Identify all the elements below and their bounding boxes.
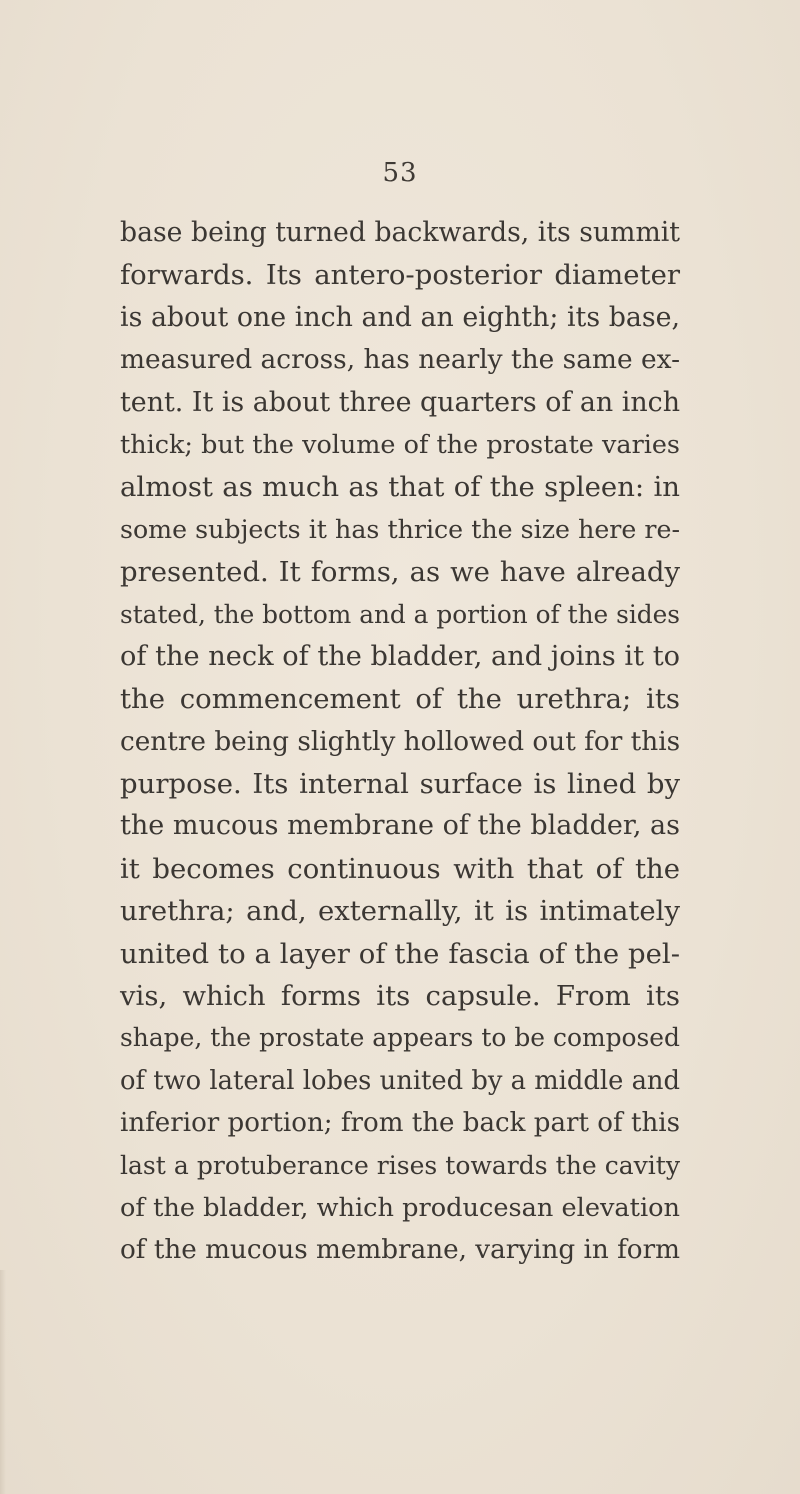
page-number: 53 [382,158,418,188]
text-line: the commencement of the urethra; its [120,683,680,716]
text-line: of two lateral lobes united by a middle and [120,1065,680,1096]
body-text [120,212,680,1272]
text-line: thick; but the volume of the prostate varies [120,429,680,460]
text-line: the mucous membrane of the bladder, as [120,810,680,842]
text-line: is about one inch and an eighth; its base, [120,301,680,333]
text-line: centre being slightly hollowed out for this [120,726,681,757]
text-line: measured across, has nearly the same ex- [120,344,680,376]
text-line: of the mucous membrane, varying in form [120,1235,680,1266]
text-line: of the bladder, which producesan elevation [120,1192,680,1223]
text-line: vis, which forms its capsule. From its [120,980,680,1013]
text-line: some subjects it has thrice the size here re- [120,514,680,544]
text-line: shape, the prostate appears to be composed [120,1023,680,1053]
text-line: tent. It is about three quarters of an inch [120,386,680,418]
text-line: it becomes continuous with that of the [120,852,680,885]
text-line: base being turned backwards, its summit [120,217,680,248]
text-line: united to a layer of the fascia of the pel- [120,937,680,970]
text-line: almost as much as that of the spleen: in [120,471,680,504]
text-line: presented. It forms, as we have already [120,556,680,589]
text-line: urethra; and, externally, it is intimately [120,895,680,928]
text-line: stated, the bottom and a portion of the sides [120,599,680,629]
text-line: of the neck of the bladder, and joins it to [120,640,680,672]
text-line: purpose. Its internal surface is lined by [120,768,680,801]
page-edge-shadow [0,1270,6,1494]
text-line: forwards. Its antero-posterior diameter [120,259,680,292]
text-line: last a protuberance rises towards the cavity [120,1150,680,1180]
text-line: inferior portion; from the back part of this [120,1108,680,1139]
